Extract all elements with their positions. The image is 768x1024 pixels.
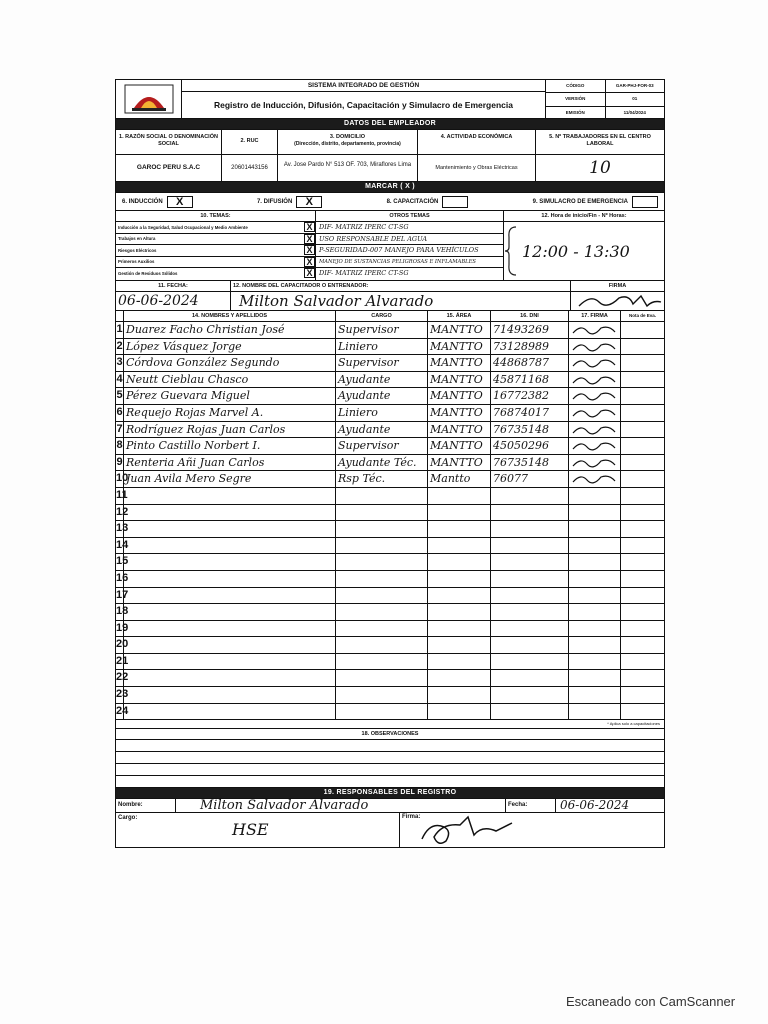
fecha-resp-label: Fecha: [506,799,556,812]
company-address: Av. Jose Pardo N° 513 OF. 703, Miraflores Lima [278,155,418,181]
option-simulacro[interactable]: 9. SIMULACRO DE EMERGENCIA [533,196,658,208]
signature-icon [569,355,619,370]
table-row [116,670,664,687]
signature-icon [569,455,619,470]
worker-signature[interactable] [569,604,621,620]
form-header [116,80,664,119]
worker-area: MANTTO [428,388,491,404]
worker-cargo: Ayudante [336,388,428,404]
worker-cargo [336,588,428,604]
worker-cargo [336,654,428,670]
worker-nota[interactable] [621,588,664,604]
signature-icon [569,339,619,354]
worker-nota[interactable] [621,637,664,653]
row-number: 10 [116,471,124,487]
cargo-cell [116,813,400,847]
worker-dni: 45050296 [491,438,569,454]
worker-name [124,704,336,720]
worker-cargo [336,670,428,686]
worker-area: MANTTO [428,322,491,338]
worker-signature[interactable] [569,488,621,504]
col-firma-header: 17. FIRMA [569,311,621,321]
col-name-header: 14. NOMBRES Y APELLIDOS [124,311,336,321]
worker-area: MANTTO [428,372,491,388]
worker-nota[interactable] [621,422,664,438]
worker-area [428,704,491,720]
table-row [116,422,664,439]
worker-dni [491,637,569,653]
worker-nota[interactable] [621,521,664,537]
worker-cargo [336,704,428,720]
tema-row: Inducción a la Seguridad, Salud Ocupacional y Medio Ambiente X [116,222,315,234]
row-number: 17 [116,588,124,604]
row-number: 6 [116,405,124,421]
signature-icon [569,372,619,387]
observaciones-label: 18. OBSERVACIONES [116,729,664,740]
worker-area: Mantto [428,471,491,487]
worker-name: Pérez Guevara Miguel [124,388,336,404]
row-number: 23 [116,687,124,703]
table-row [116,372,664,389]
row-number: 15 [116,554,124,570]
signature-icon [569,438,619,453]
worker-nota[interactable] [621,455,664,471]
trabajadores-label: 5. Nº TRABAJADORES EN EL CENTRO LABORAL [549,134,651,147]
table-row [116,521,664,538]
worker-dni [491,687,569,703]
worker-dni: 71493269 [491,322,569,338]
col-cargo-header: CARGO [336,311,428,321]
tema-row: Gestión de Residuos Sólidos X [116,268,315,279]
worker-dni [491,488,569,504]
worker-name [124,604,336,620]
worker-name: Duarez Facho Christian José [124,322,336,338]
document-meta [546,80,664,118]
worker-dni [491,704,569,720]
worker-dni [491,621,569,637]
worker-signature[interactable] [569,322,621,338]
company-logo [116,80,182,118]
worker-nota[interactable] [621,438,664,454]
worker-name: Neutt Cieblau Chasco [124,372,336,388]
worker-name [124,521,336,537]
worker-signature[interactable] [569,654,621,670]
temas-list [116,222,316,280]
fecha-label: 11. FECHA: [116,281,231,291]
worker-name [124,637,336,653]
signature-icon [569,405,619,420]
row-number: 7 [116,422,124,438]
worker-nota[interactable] [621,621,664,637]
observaciones-line[interactable] [116,752,664,764]
table-row [116,388,664,405]
worker-cargo [336,637,428,653]
brace-icon [504,225,518,277]
col-nota-header: Nota de Eva. [628,313,656,318]
worker-dni [491,554,569,570]
worker-area [428,654,491,670]
signature-icon [569,471,619,486]
option-capacitacion[interactable]: 8. CAPACITACIÓN [387,196,469,208]
firma-resp-label: Firma: [402,814,421,821]
worker-cargo: Ayudante [336,372,428,388]
worker-name [124,654,336,670]
worker-signature[interactable] [569,455,621,471]
row-number: 5 [116,388,124,404]
company-ruc: 20601443156 [222,155,278,181]
table-row [116,339,664,356]
meta-code: CÓDIGO GAR-PHJ-FOR-03 [546,80,664,93]
worker-cargo [336,571,428,587]
camscanner-watermark: Escaneado con CamScanner [566,994,736,1009]
nombre-label: Nombre: [116,799,176,812]
worker-dni: 73128989 [491,339,569,355]
row-number: 12 [116,505,124,521]
worker-area [428,588,491,604]
worker-cargo: Liniero [336,339,428,355]
worker-area [428,521,491,537]
responsable-nombre: Milton Salvador Alvarado [176,799,506,812]
worker-signature[interactable] [569,588,621,604]
worker-area [428,571,491,587]
worker-nota[interactable] [621,604,664,620]
system-title: SISTEMA INTEGRADO DE GESTIÓN [182,80,545,92]
worker-dni [491,538,569,554]
row-number: 21 [116,654,124,670]
worker-name [124,505,336,521]
table-row [116,571,664,588]
signature-icon [571,292,664,310]
worker-area: MANTTO [428,405,491,421]
table-row [116,455,664,472]
session-labels [116,281,664,292]
responsable-row-1 [116,799,664,813]
worker-signature[interactable] [569,355,621,371]
table-row [116,438,664,455]
worker-area: MANTTO [428,422,491,438]
worker-cargo: Ayudante Téc. [336,455,428,471]
activity-type-row [116,193,664,211]
worker-signature[interactable] [569,687,621,703]
worker-cargo: Supervisor [336,355,428,371]
tema-checkbox[interactable]: X [304,245,315,255]
worker-signature[interactable] [569,521,621,537]
worker-nota[interactable] [621,471,664,487]
worker-dni [491,670,569,686]
table-row [116,604,664,621]
worker-nota[interactable] [621,670,664,686]
worker-nota[interactable] [621,571,664,587]
row-number: 20 [116,637,124,653]
worker-dni: 16772382 [491,388,569,404]
worker-name: Rodríguez Rojas Juan Carlos [124,422,336,438]
worker-name: López Vásquez Jorge [124,339,336,355]
attendance-table [116,322,664,720]
marcar-section-title: MARCAR ( X ) [116,182,664,193]
option-difusion[interactable]: 7. DIFUSIÓN X [257,196,322,208]
table-row [116,654,664,671]
domicilio-label: 3. DOMICILIO (Dirección, distrito, departamento, provincia) [278,130,418,154]
worker-dni: 76077 [491,471,569,487]
worker-name [124,488,336,504]
row-number: 22 [116,670,124,686]
worker-cargo [336,488,428,504]
worker-name [124,621,336,637]
row-number: 1 [116,322,124,338]
worker-nota[interactable] [621,339,664,355]
worker-area [428,505,491,521]
worker-area [428,687,491,703]
worker-nota[interactable] [621,322,664,338]
session-values [116,292,664,311]
worker-name: Pinto Castillo Norbert I. [124,438,336,454]
worker-name [124,687,336,703]
worker-cargo: Ayudante [336,422,428,438]
form-title: Registro de Inducción, Difusión, Capacitación y Simulacro de Emergencia [214,100,513,110]
firma-resp-cell [400,813,664,847]
tema-row: Riesgos Eléctricos X [116,245,315,257]
table-row [116,704,664,721]
responsable-fecha: 06-06-2024 [560,798,630,813]
employer-values [116,155,664,182]
row-number: 8 [116,438,124,454]
tema-row: Primeros Auxilios X [116,257,315,269]
tema-checkbox[interactable]: X [304,257,315,267]
table-row [116,687,664,704]
worker-cargo [336,538,428,554]
attendance-footnote: * Aplica solo a capacitaciones [116,720,664,729]
topics-header [116,211,664,222]
row-number: 24 [116,704,124,720]
responsable-row-2 [116,813,664,847]
tema-row: Trabajos en Altura X [116,234,315,246]
worker-dni: 76735148 [491,455,569,471]
ruc-label: 2. RUC [222,130,278,154]
tema-checkbox[interactable]: X [304,234,315,244]
company-name: GAROC PERU S.A.C [116,155,222,181]
signature-icon [569,388,619,403]
worker-dni [491,505,569,521]
row-number: 11 [116,488,124,504]
table-row [116,488,664,505]
topics-body [116,222,664,281]
observaciones-line[interactable] [116,740,664,752]
worker-nota[interactable] [621,505,664,521]
worker-cargo [336,604,428,620]
table-row [116,637,664,654]
worker-signature[interactable] [569,571,621,587]
worker-dni: 44868787 [491,355,569,371]
worker-signature[interactable] [569,554,621,570]
row-number: 13 [116,521,124,537]
responsables-section-title: 19. RESPONSABLES DEL REGISTRO [116,788,664,799]
col-dni-header: 16. DNI [491,311,569,321]
worker-dni: 76735148 [491,422,569,438]
worker-name: Requejo Rojas Marvel A. [124,405,336,421]
difusion-checkbox[interactable]: X [296,196,322,208]
worker-signature[interactable] [569,372,621,388]
worker-cargo [336,687,428,703]
worker-area [428,670,491,686]
employer-labels [116,130,664,155]
row-number: 16 [116,571,124,587]
worker-nota[interactable] [621,405,664,421]
worker-count: 10 [589,158,611,178]
worker-nota[interactable] [621,554,664,570]
worker-name: Juan Avila Mero Segre [124,471,336,487]
temas-label: 10. TEMAS: [116,211,316,221]
table-row [116,505,664,522]
trainer-signature [571,292,664,310]
table-row [116,322,664,339]
worker-name: Renteria Añi Juan Carlos [124,455,336,471]
worker-area [428,621,491,637]
worker-signature[interactable] [569,422,621,438]
table-row [116,405,664,422]
worker-name [124,670,336,686]
row-number: 14 [116,538,124,554]
hora-value: 12:00 - 13:30 [522,241,630,261]
worker-signature[interactable] [569,471,621,487]
worker-area [428,637,491,653]
worker-dni [491,604,569,620]
hora-label: 12. Hora de inicio/Fin - Nº Horas: [541,213,627,219]
worker-name [124,554,336,570]
worker-cargo: Supervisor [336,322,428,338]
worker-nota[interactable] [621,538,664,554]
worker-signature[interactable] [569,538,621,554]
worker-dni [491,521,569,537]
worker-signature[interactable] [569,621,621,637]
worker-signature[interactable] [569,388,621,404]
worker-signature[interactable] [569,405,621,421]
col-area-header: 15. ÁREA [428,311,491,321]
otros-temas-label: OTROS TEMAS [316,211,504,221]
trainer-label: 12. NOMBRE DEL CAPACITADOR O ENTRENADOR: [231,281,571,291]
row-number: 9 [116,455,124,471]
worker-dni [491,571,569,587]
worker-nota[interactable] [621,687,664,703]
worker-nota[interactable] [621,654,664,670]
worker-area: MANTTO [428,355,491,371]
worker-cargo [336,521,428,537]
worker-cargo: Supervisor [336,438,428,454]
otro-tema: DIF- MATRIZ IPERC CT-SG [319,269,409,278]
observaciones-line[interactable] [116,764,664,776]
worker-nota[interactable] [621,488,664,504]
hora-cell [504,222,664,280]
worker-dni: 45871168 [491,372,569,388]
capacitacion-checkbox[interactable] [442,196,468,208]
worker-signature[interactable] [569,339,621,355]
session-date: 06-06-2024 [116,292,231,310]
otros-temas-list [316,222,504,280]
worker-signature[interactable] [569,704,621,720]
worker-dni [491,588,569,604]
worker-cargo [336,505,428,521]
worker-nota[interactable] [621,704,664,720]
worker-nota[interactable] [621,388,664,404]
garoc-logo-icon [124,84,174,114]
worker-cargo [336,554,428,570]
table-row [116,471,664,488]
employer-section-title: DATOS DEL EMPLEADOR [116,119,664,130]
signature-icon [569,422,619,437]
otro-tema: P-SEGURIDAD-007 MANEJO PARA VEHÍCULOS [316,245,503,257]
responsable-signature-icon [416,813,536,847]
worker-signature[interactable] [569,438,621,454]
table-row [116,588,664,605]
worker-name [124,571,336,587]
table-row [116,355,664,372]
company-activity: Mantenimiento y Obras Eléctricas [418,155,536,181]
worker-signature[interactable] [569,637,621,653]
worker-nota[interactable] [621,372,664,388]
worker-name [124,538,336,554]
worker-cargo [336,621,428,637]
meta-emission: EMISIÓN 11/04/2024 [546,107,664,119]
worker-area [428,554,491,570]
title-block [182,80,546,118]
worker-name: Córdova González Segundo [124,355,336,371]
worker-area: MANTTO [428,438,491,454]
tema-checkbox[interactable]: X [304,222,315,232]
observaciones-line[interactable] [116,776,664,788]
row-number: 4 [116,372,124,388]
table-row [116,538,664,555]
razon-social-label: 1. RAZÓN SOCIAL O DENOMINACIÓN SOCIAL [116,130,222,154]
table-row [116,621,664,638]
signature-icon [569,322,619,337]
table-row [116,554,664,571]
worker-nota[interactable] [621,355,664,371]
worker-cargo: Liniero [336,405,428,421]
row-number: 19 [116,621,124,637]
worker-area [428,488,491,504]
worker-dni [491,654,569,670]
worker-area: MANTTO [428,339,491,355]
worker-area [428,538,491,554]
otro-tema: USO RESPONSABLE DEL AGUA [316,234,503,246]
induccion-checkbox[interactable]: X [167,196,193,208]
worker-signature[interactable] [569,505,621,521]
cargo-label: Cargo: [118,815,138,822]
worker-name [124,588,336,604]
attendance-header [116,311,664,322]
otro-tema: MANEJO DE SUSTANCIAS PELIGROSAS E INFLAMABLES [316,257,503,269]
trainer-name: Milton Salvador Alvarado [231,292,571,310]
worker-signature[interactable] [569,670,621,686]
worker-area: MANTTO [428,455,491,471]
actividad-label: 4. ACTIVIDAD ECONÓMICA [418,130,536,154]
worker-dni: 76874017 [491,405,569,421]
firma-label: FIRMA [608,283,627,289]
worker-cargo: Rsp Téc. [336,471,428,487]
responsable-cargo: HSE [232,820,269,840]
row-number: 2 [116,339,124,355]
tema-checkbox[interactable]: X [304,268,315,278]
registration-form [115,79,665,848]
simulacro-checkbox[interactable] [632,196,658,208]
option-induccion[interactable]: 6. INDUCCIÓN X [122,196,193,208]
row-number: 3 [116,355,124,371]
worker-area [428,604,491,620]
row-number: 18 [116,604,124,620]
meta-version: VERSIÓN 01 [546,93,664,106]
otro-tema: DIF- MATRIZ IPERC CT-SG [316,222,503,234]
